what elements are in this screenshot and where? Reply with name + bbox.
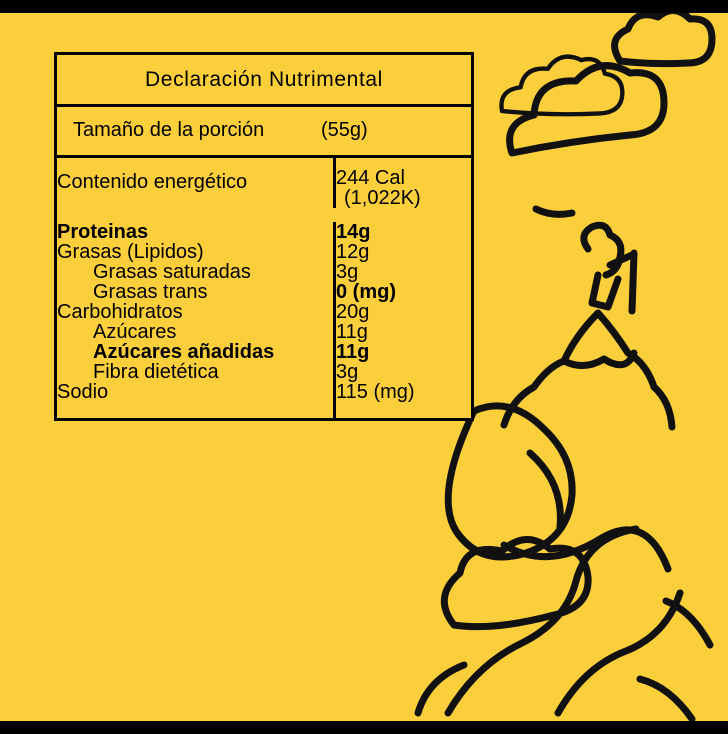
bottom-border-bar	[0, 721, 728, 734]
nutrient-label: Fibra dietética	[57, 362, 335, 382]
nutrient-label: Carbohidratos	[57, 302, 335, 322]
nutrient-label: Azúcares añadidas	[57, 342, 335, 362]
nutrient-value: 3g	[336, 261, 359, 283]
energy-value-kj: (1,022K)	[344, 187, 421, 209]
nutrient-value: 11g	[336, 341, 370, 363]
nutrient-value: 12g	[336, 241, 370, 263]
nutrient-table-body	[57, 158, 471, 418]
serving-size-row	[57, 107, 471, 158]
table-spacer	[57, 208, 471, 222]
nutrient-value: 20g	[336, 301, 370, 323]
nutrient-label: Sodio	[57, 382, 335, 418]
table-row	[57, 262, 471, 282]
top-border-bar	[0, 0, 728, 13]
table-row	[57, 282, 471, 302]
table-row	[57, 222, 471, 242]
nutrient-label: Proteinas	[57, 222, 335, 242]
energy-label: Contenido energético	[57, 158, 335, 208]
nutrient-label: Grasas trans	[57, 282, 335, 302]
serving-size-label: Tamaño de la porción	[73, 119, 265, 141]
table-row	[57, 342, 471, 362]
panel-title: Declaración Nutrimental	[57, 55, 471, 107]
table-row-energy	[57, 158, 471, 208]
nutrient-label: Grasas saturadas	[57, 262, 335, 282]
nutrient-label: Azúcares	[57, 322, 335, 342]
table-row	[57, 382, 471, 418]
nutrient-value: 14g	[336, 221, 371, 243]
table-row	[57, 242, 471, 262]
table-row	[57, 362, 471, 382]
table-row	[57, 302, 471, 322]
nutrient-value: 3g	[336, 361, 359, 383]
serving-size-value: (55g)	[321, 119, 368, 141]
energy-value-cal: 244 Cal	[336, 167, 405, 189]
energy-value	[335, 158, 472, 208]
nutrient-label: Grasas (Lipidos)	[57, 242, 335, 262]
table-row	[57, 322, 471, 342]
nutrient-table	[57, 158, 471, 418]
nutrient-value: 0 (mg)	[336, 281, 396, 303]
nutrition-facts-panel	[54, 52, 474, 421]
nutrient-value: 115 (mg)	[336, 381, 415, 403]
nutrient-value: 11g	[336, 321, 368, 343]
